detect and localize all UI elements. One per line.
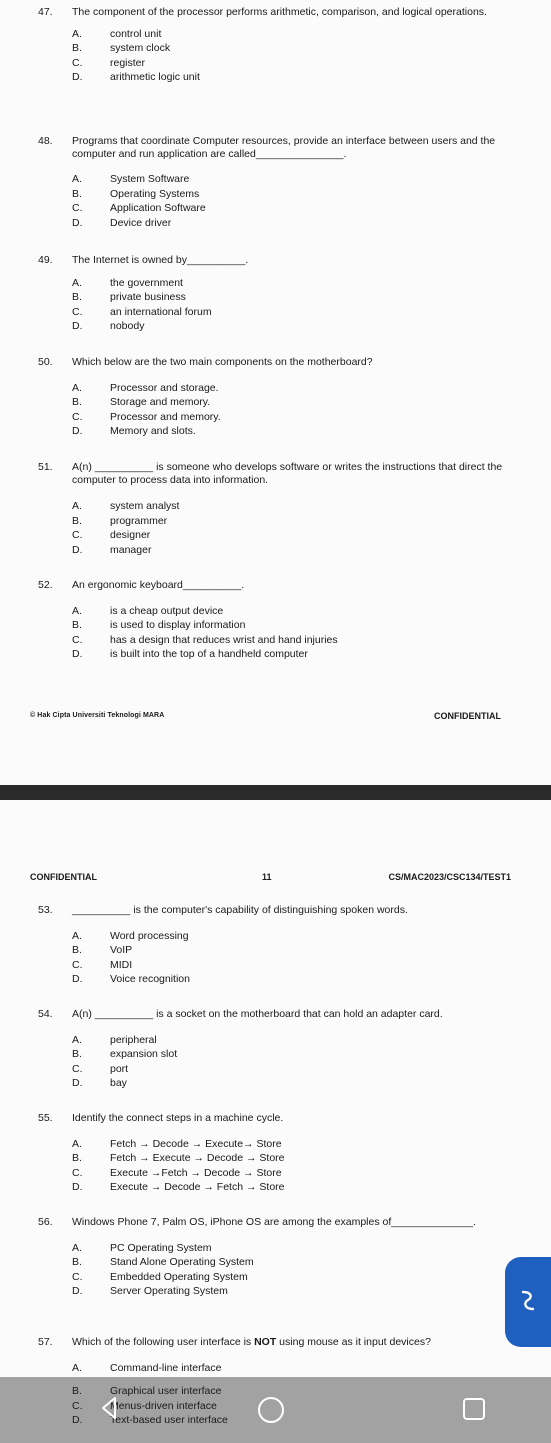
- option-a: A. Processor and storage.: [72, 381, 219, 394]
- option-a: A. Command-line interface: [72, 1361, 222, 1374]
- question-stem: A(n) __________ is a socket on the motherboard that can hold an adapter card.: [72, 1008, 443, 1020]
- question-number: 54.: [38, 1008, 53, 1020]
- option-c: C. Execute →Fetch → Decode → Store: [72, 1166, 282, 1179]
- assistant-icon: [519, 1289, 537, 1313]
- question-53: [38, 904, 518, 988]
- option-d: D. Memory and slots.: [72, 425, 196, 437]
- option-c: C. Embedded Operating System: [72, 1270, 248, 1283]
- question-number: 49.: [38, 254, 53, 266]
- option-d: D. bay: [72, 1077, 127, 1089]
- option-c: C. Processor and memory.: [72, 410, 221, 423]
- option-a: A. PC Operating System: [72, 1241, 212, 1254]
- question-48: [38, 135, 518, 231]
- option-a: A. Word processing: [72, 929, 189, 942]
- question-stem: Windows Phone 7, Palm OS, iPhone OS are among the examples of______________.: [72, 1216, 476, 1228]
- question-47: [38, 6, 518, 86]
- navigation-bar: [0, 1377, 551, 1443]
- option-a: A. the government: [72, 276, 183, 289]
- question-stem: An ergonomic keyboard__________.: [72, 579, 245, 591]
- page-number: 11: [262, 872, 272, 882]
- option-b: B. programmer: [72, 514, 168, 527]
- question-stem: The Internet is owned by__________.: [72, 254, 249, 266]
- question-50: [38, 356, 518, 440]
- option-d: D. is built into the top of a handheld computer: [72, 648, 308, 660]
- question-stem: A(n) __________ is someone who develops software or writes the instructions that direct the computer to process data into information.: [72, 461, 503, 486]
- option-a: A. is a cheap output device: [72, 604, 224, 617]
- recent-apps-icon[interactable]: [463, 1398, 485, 1420]
- question-51: [38, 461, 518, 558]
- question-number: 52.: [38, 579, 53, 591]
- page-divider: [0, 785, 551, 800]
- option-b: B. system clock: [72, 42, 171, 54]
- option-b: B. private business: [72, 291, 186, 303]
- question-56: [38, 1216, 518, 1300]
- option-b: B. Operating Systems: [72, 187, 200, 200]
- question-stem: __________ is the computer's capability of distinguishing spoken words.: [72, 904, 408, 916]
- back-icon[interactable]: [99, 1395, 119, 1421]
- question-number: 55.: [38, 1112, 53, 1124]
- option-a: A. System Software: [72, 173, 190, 185]
- option-b: B. Fetch → Execute → Decode → Store: [72, 1152, 285, 1164]
- copyright-footer: © Hak Cipta Universiti Teknologi MARA: [30, 712, 165, 719]
- option-b: B. is used to display information: [72, 619, 246, 631]
- question-55: [38, 1112, 518, 1196]
- option-c: C. register: [72, 56, 146, 69]
- course-code: CS/MAC2023/CSC134/TEST1: [388, 872, 511, 882]
- option-d: D. Execute → Decode → Fetch → Store: [72, 1181, 285, 1193]
- question-stem: Programs that coordinate Computer resources, provide an interface between users and the computer and run application are called_______________.: [72, 135, 496, 160]
- option-a: A. system analyst: [72, 500, 180, 512]
- question-number: 47.: [38, 6, 53, 18]
- question-stem: Which below are the two main components on the motherboard?: [72, 356, 373, 368]
- option-a: A. Fetch → Decode → Execute→ Store: [72, 1137, 282, 1150]
- option-c: C. has a design that reduces wrist and hand injuries: [72, 633, 338, 646]
- option-c: C. port: [72, 1062, 129, 1075]
- confidential-footer: CONFIDENTIAL: [434, 711, 501, 721]
- option-d: D. arithmetic logic unit: [72, 71, 200, 83]
- option-b: B. expansion slot: [72, 1048, 178, 1060]
- option-c: C. designer: [72, 529, 151, 541]
- option-d: D. Device driver: [72, 216, 172, 229]
- option-d: D. Text-based user interface: [72, 1414, 228, 1426]
- question-49: [38, 254, 518, 335]
- option-b: B. Storage and memory.: [72, 396, 211, 408]
- question-57: [38, 1336, 518, 1376]
- confidential-header: CONFIDENTIAL: [30, 872, 97, 882]
- home-icon[interactable]: [258, 1397, 284, 1423]
- option-b: B. Graphical user interface: [72, 1385, 222, 1397]
- question-number: 51.: [38, 461, 53, 473]
- option-c: C. MIDI: [72, 958, 133, 971]
- option-b: B. Stand Alone Operating System: [72, 1256, 254, 1268]
- option-c: C. Application Software: [72, 202, 206, 214]
- option-c: C. an international forum: [72, 305, 212, 318]
- option-d: D. nobody: [72, 320, 145, 332]
- question-52: [38, 579, 518, 663]
- question-54: [38, 1008, 518, 1092]
- question-number: 57.: [38, 1336, 53, 1348]
- option-c: C. Menus-driven interface: [72, 1399, 217, 1412]
- option-a: A. control unit: [72, 27, 162, 40]
- question-number: 48.: [38, 135, 53, 147]
- assistant-button[interactable]: [505, 1257, 551, 1347]
- option-b: B. VoIP: [72, 944, 133, 956]
- question-stem: The component of the processor performs arithmetic, comparison, and logical operations.: [72, 6, 487, 18]
- option-d: D. Server Operating System: [72, 1285, 228, 1297]
- question-number: 50.: [38, 356, 53, 368]
- option-d: D. manager: [72, 543, 152, 556]
- option-d: D. Voice recognition: [72, 973, 190, 985]
- question-number: 56.: [38, 1216, 53, 1228]
- option-a: A. peripheral: [72, 1033, 157, 1046]
- question-number: 53.: [38, 904, 53, 916]
- emphasis-not: NOT: [254, 1336, 277, 1348]
- document-page-2: [0, 800, 551, 1443]
- question-stem: Identify the connect steps in a machine cycle.: [72, 1112, 284, 1124]
- question-stem: Which of the following user interface is NOT using mouse as it input devices?: [72, 1336, 431, 1348]
